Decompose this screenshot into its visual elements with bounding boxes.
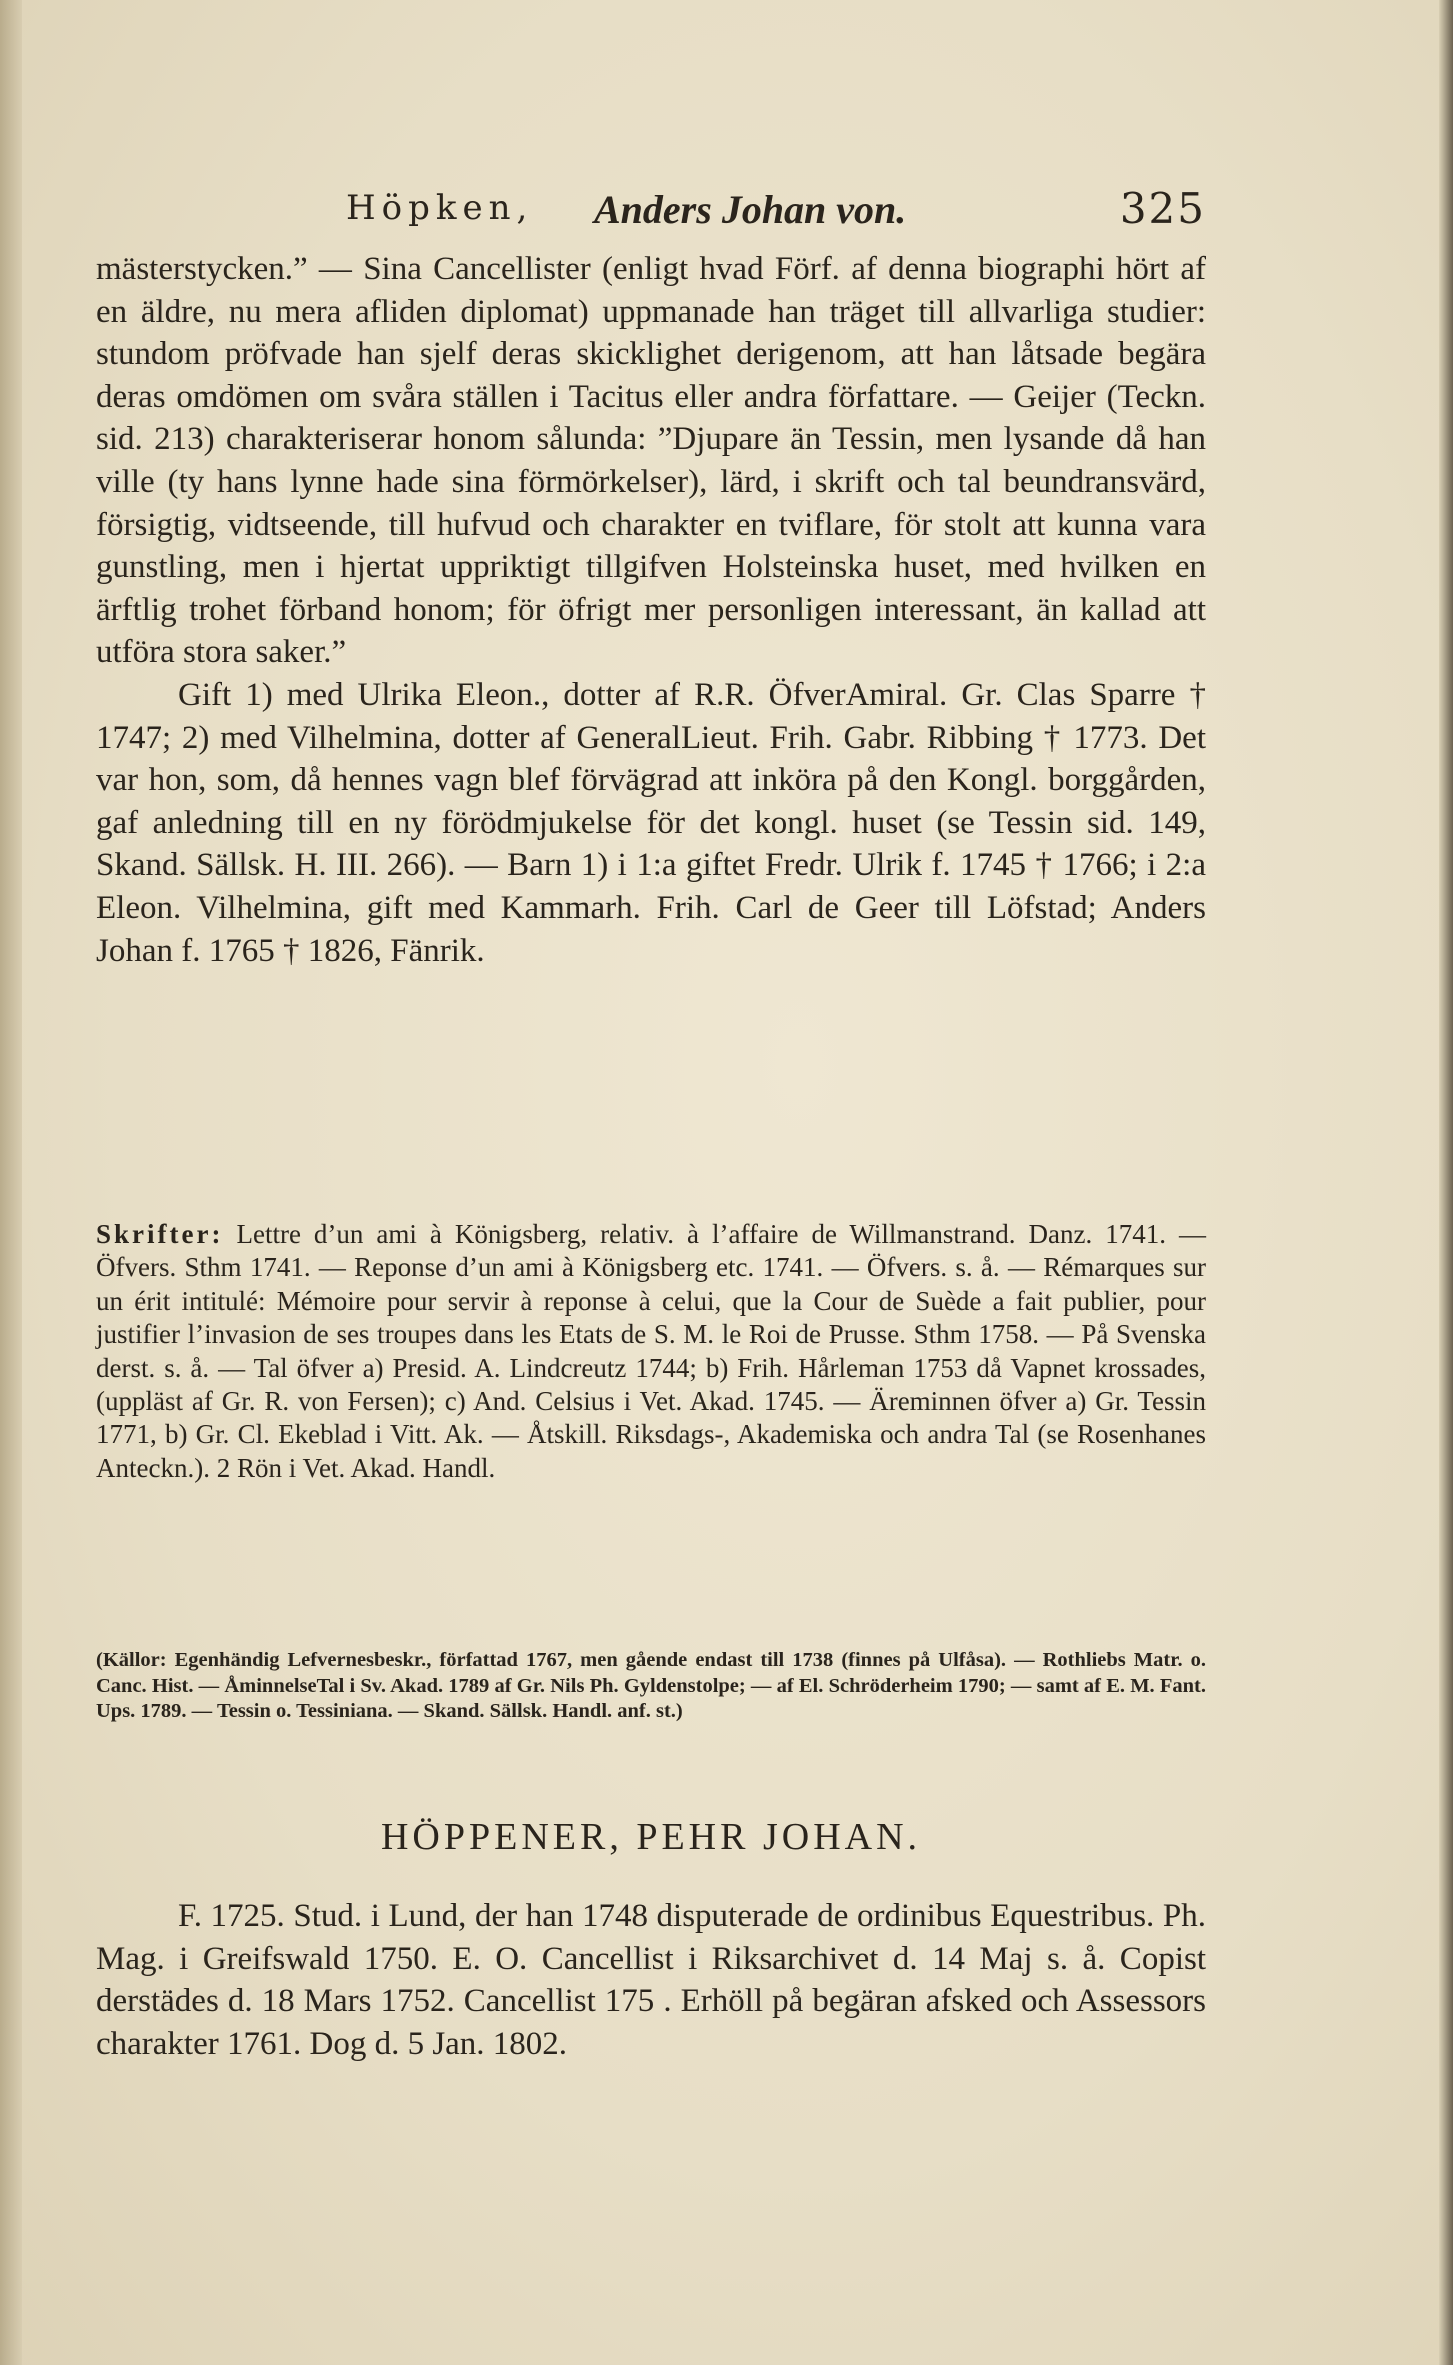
sources-note: (Källor: Egenhändig Lefvernesbeskr., författad 1767, men gående endast till 1738 (finnes på Ulfåsa). — Rothliebs Matr. o. Canc. Hist. — ÅminnelseTal i Sv. Akad. 1789 af Gr. Nils Ph. Gyldenstolpe; — af El. Schröderheim 1790; — samt af E. M. Fant. Ups. 1789. — Tessin o. Tessiniana. — Skand. Sällsk. Handl. anf. st.) (96, 1649, 1206, 1722)
page-number: 325 (1119, 184, 1206, 233)
entry-hopken-text (96, 248, 1206, 972)
page-gutter (0, 0, 22, 2365)
entry-title: HÖPPENER, PEHR JOHAN. (380, 1816, 922, 1858)
page-edge (1439, 0, 1453, 2365)
entry-hoppener-heading (96, 1815, 1206, 1875)
family-paragraph: Gift 1) med Ulrika Eleon., dotter af R.R. ÖfverAmiral. Gr. Clas Sparre † 1747; 2) med Vilhelmina, dotter af GeneralLieut. Frih. Gabr. Ribbing † 1773. Det var hon, som, då hennes vagn blef förvägrad att inköra på den Kongl. borggården, gaf anledning till en ny förödmjukelse för det kongl. huset (se Tessin sid. 149, Skand. Sällsk. H. III. 266). — Barn 1) i 1:a giftet Fredr. Ulrik f. 1745 † 1766; i 2:a Eleon. Vilhelmina, gift med Kammarh. Frih. Carl de Geer till Löfstad; Anders Johan f. 1765 † 1826, Fänrik. (96, 676, 1206, 969)
running-header (96, 184, 1206, 238)
skrifter-section (96, 1218, 1206, 1485)
header-given-names: Anders Johan von. (594, 187, 907, 232)
skrifter-label: Skrifter: (96, 1219, 224, 1249)
biography-paragraph: mästerstycken.” — Sina Cancellister (enligt hvad Förf. af denna biographi hört af en äldre, nu mera afliden diplomat) uppmanade han träget till allvarliga studier: stundom pröfvade han sjelf deras skicklighet derigenom, att han låtsade begära deras omdömen om svåra ställen i Tacitus eller andra författare. — Geijer (Teckn. sid. 213) charakteriserar honom sålunda: ”Djupare än Tessin, men lysande då han ville (ty hans lynne hade sina förmörkelser), lärd, i skrift och tal beundransvärd, försigtig, vidtseende, till hufvud och charakter en tviflare, för stolt att kunna vara gunstling, men i hjertat uppriktigt tillgifven Holsteinska huset, med hvilken en ärftlig trohet förband honom; för öfrigt mer personligen interessant, än kallad att utföra stora saker.” (96, 251, 1206, 671)
header-surname: Höpken, (346, 188, 534, 228)
entry-hoppener-text: F. 1725. Stud. i Lund, der han 1748 disputerade de ordinibus Equestribus. Ph. Mag. i Greifswald 1750. E. O. Cancellist i Riksarchivet d. 14 Maj s. å. Copist derstädes d. 18 Mars 1752. Cancellist 175 . Erhöll på begäran afsked och Assessors charakter 1761. Dog d. 5 Jan. 1802. (96, 1898, 1206, 2062)
skrifter-list: Lettre d’un ami à Königsberg, relativ. à l’affaire de Willmanstrand. Danz. 1741. — Öfvers. Sthm 1741. — Reponse d’un ami à Königsberg etc. 1741. — Öfvers. s. å. — Rémarques sur un érit intitulé: Mémoire pour servir à reponse à celui, que la Cour de Suède a fait publier, pour justifier l’invasion de ses troupes dans les Etats de S. M. le Roi de Prusse. Sthm 1758. — På Svenska derst. s. å. — Tal öfver a) Presid. A. Lindcreutz 1744; b) Frih. Hårleman 1753 då Vapnet krossades, (uppläst af Gr. R. von Fersen); c) And. Celsius i Vet. Akad. 1745. — Äreminnen öfver a) Gr. Tessin 1771, b) Gr. Cl. Ekeblad i Vitt. Ak. — Åtskill. Riksdags-, Akademiska och andra Tal (se Rosenhanes Anteckn.). 2 Rön i Vet. Akad. Handl. (96, 1219, 1206, 1483)
